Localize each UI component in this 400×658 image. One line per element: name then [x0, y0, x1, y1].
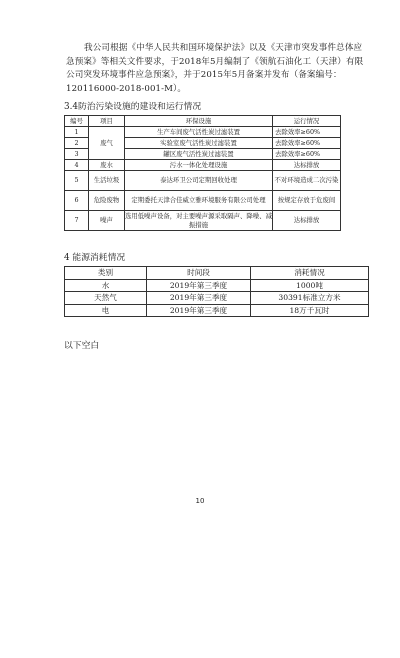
header-item: 项目 — [89, 116, 125, 127]
cell-status: 去除效率≥60% — [273, 127, 341, 138]
cell-item: 危险废物 — [89, 191, 125, 211]
cell-facility: 泰达环卫公司定期回收处理 — [125, 171, 273, 191]
cell-item: 噪声 — [89, 211, 125, 231]
cell-no: 3 — [65, 149, 89, 160]
cell-status: 按规定存放于危废间 — [273, 191, 341, 211]
table-row — [65, 292, 369, 305]
table-row — [65, 160, 341, 171]
table-row — [65, 304, 369, 317]
cell-facility: 罐区废气活性炭过滤装置 — [125, 149, 273, 160]
cell-facility: 生产车间废气活性炭过滤装置 — [125, 127, 273, 138]
table-header-row — [65, 116, 341, 127]
cell-category: 天然气 — [65, 292, 147, 305]
cell-item: 废水 — [89, 160, 125, 171]
table-row — [65, 279, 369, 292]
cell-status: 达标排放 — [273, 160, 341, 171]
cell-period: 2019年第三季度 — [147, 304, 251, 317]
cell-facility: 污水一体化处理设施 — [125, 160, 273, 171]
closing-note: 以下空白 — [64, 341, 100, 351]
energy-section-heading: 4 能源消耗情况 — [64, 253, 126, 263]
cell-category: 电 — [65, 304, 147, 317]
header-no: 编号 — [65, 116, 89, 127]
header-category: 类别 — [65, 267, 147, 280]
intro-paragraph: 我公司根据《中华人民共和国环境保护法》以及《天津市突发事件总体应急预案》等相关文件要求，于2018年5月编制了《领航石油化工（天津）有限公司突发环境事件应急预案》，并于2015年5月备案并发布（备案编号：120116000-2018-001-M）。 — [66, 43, 364, 94]
header-amount: 消耗情况 — [251, 267, 369, 280]
cell-amount: 30391标准立方米 — [251, 292, 369, 305]
pollution-section-heading: 3.4防治污染设施的建设和运行情况 — [64, 102, 202, 112]
header-status: 运行情况 — [273, 116, 341, 127]
table-row — [65, 127, 341, 138]
cell-category: 水 — [65, 279, 147, 292]
table-row — [65, 171, 341, 191]
cell-no: 6 — [65, 191, 89, 211]
cell-status: 去除效率≥60% — [273, 138, 341, 149]
cell-facility: 实验室废气活性炭过滤装置 — [125, 138, 273, 149]
table-row — [65, 191, 341, 211]
cell-item: 生活垃圾 — [89, 171, 125, 191]
cell-item: 废气 — [89, 127, 125, 160]
pollution-facilities-table — [64, 115, 341, 231]
page-number: 10 — [195, 497, 205, 505]
cell-status: 去除效率≥60% — [273, 149, 341, 160]
cell-facility: 选用低噪声设备，对主要噪声源采取隔声、降噪、减振措施 — [125, 212, 272, 229]
cell-no: 2 — [65, 138, 89, 149]
header-period: 时间段 — [147, 267, 251, 280]
cell-amount: 1000吨 — [251, 279, 369, 292]
cell-status: 达标排放 — [273, 211, 341, 231]
cell-facility: 定期委托天津合佳威立雅环境服务有限公司处理 — [125, 191, 273, 211]
energy-consumption-table — [64, 266, 369, 317]
cell-no: 4 — [65, 160, 89, 171]
table-row — [65, 211, 341, 231]
cell-no: 5 — [65, 171, 89, 191]
cell-period: 2019年第三季度 — [147, 292, 251, 305]
cell-amount: 18万千瓦时 — [251, 304, 369, 317]
cell-status: 不对环境造成二次污染 — [273, 171, 341, 191]
header-facility: 环保设施 — [125, 116, 273, 127]
cell-period: 2019年第三季度 — [147, 279, 251, 292]
table-header-row — [65, 267, 369, 280]
cell-no: 1 — [65, 127, 89, 138]
cell-no: 7 — [65, 211, 89, 231]
